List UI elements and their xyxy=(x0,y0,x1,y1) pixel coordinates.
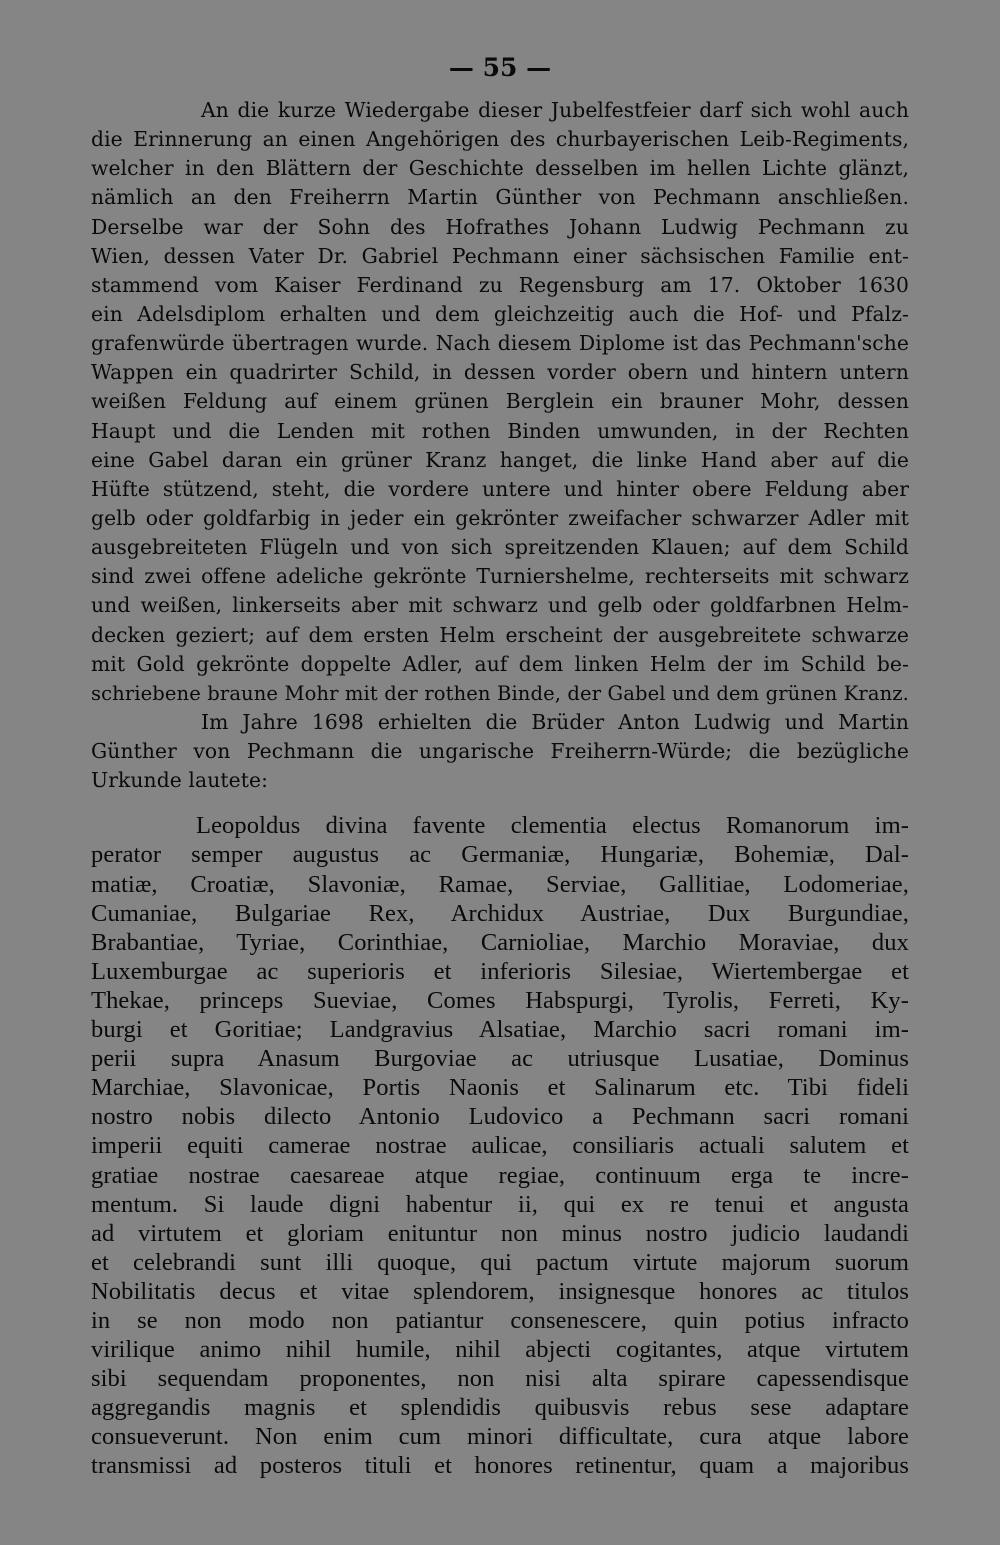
text-line: Nobilitatis decus et vitae splendorem, insignesque honores ac titulos xyxy=(91,1277,909,1305)
text-line: ad virtutem et gloriam enituntur non minus nostro judicio laudandi xyxy=(91,1219,909,1247)
text-line: Wien, dessen Vater Dr. Gabriel Pechmann einer sächsischen Familie ent- xyxy=(91,243,909,268)
text-line: aggregandis magnis et splendidis quibusvis rebus sese adaptare xyxy=(91,1394,909,1422)
text-line: Cumaniae, Bulgariae Rex, Archidux Austriae, Dux Burgundiae, xyxy=(91,899,909,927)
text-line: Haupt und die Lenden mit rothen Binden umwunden, in der Rechten xyxy=(91,418,909,443)
page-number: — 55 — xyxy=(448,53,552,82)
text-line: schriebene braune Mohr mit der rothen Binde, der Gabel und dem grünen Kranz. xyxy=(91,681,909,705)
text-line: eine Gabel daran ein grüner Kranz hanget, die linke Hand aber auf die xyxy=(91,447,909,472)
text-line: welcher in den Blättern der Geschichte desselben im hellen Lichte glänzt, xyxy=(91,156,909,181)
text-line: mit Gold gekrönte doppelte Adler, auf dem linken Helm der im Schild be- xyxy=(91,651,909,676)
text-line: weißen Feldung auf einem grünen Berglein ein brauner Mohr, dessen xyxy=(91,389,909,414)
paragraph-gap xyxy=(91,795,909,811)
text-line: Derselbe war der Sohn des Hofrathes Johann Ludwig Pechmann zu xyxy=(91,214,909,239)
text-line: nostro nobis dilecto Antonio Ludovico a Pechmann sacri romani xyxy=(91,1103,909,1131)
text-line: imperii equiti camerae nostrae aulicae, consiliaris actuali salutem et xyxy=(91,1132,909,1160)
german-paragraph-1 xyxy=(91,96,909,708)
text-line: burgi et Goritiae; Landgravius Alsatiae, Marchio sacri romani im- xyxy=(91,1016,909,1044)
text-line: Luxemburgae ac superioris et inferioris Silesiae, Wiertembergae et xyxy=(91,957,909,985)
text-line: nämlich an den Freiherrn Martin Günther von Pechmann anschließen. xyxy=(91,185,909,210)
text-line: sind zwei offene adeliche gekrönte Turniershelme, rechterseits mit schwarz xyxy=(91,564,909,589)
text-line: consueverunt. Non enim cum minori difficultate, cura atque labore xyxy=(91,1423,909,1451)
text-line: ausgebreiteten Flügeln und von sich spreitzenden Klauen; auf dem Schild xyxy=(91,535,909,560)
text-line: und weißen, linkerseits aber mit schwarz und gelb oder goldfarbnen Helm- xyxy=(91,593,909,618)
text-line: et celebrandi sunt illi quoque, qui pactum virtute majorum suorum xyxy=(91,1248,909,1276)
text-line: Hüfte stützend, steht, die vordere untere und hinter obere Feldung aber xyxy=(91,476,909,501)
text-line: die Erinnerung an einen Angehörigen des churbayerischen Leib-Regiments, xyxy=(91,127,909,152)
text-line: perii supra Anasum Burgoviae ac utriusque Lusatiae, Dominus xyxy=(91,1045,909,1073)
text-line: gratiae nostrae caesareae atque regiae, continuum erga te incre- xyxy=(91,1161,909,1189)
text-line: Im Jahre 1698 erhielten die Brüder Anton Ludwig und Martin xyxy=(201,709,909,734)
text-line: grafenwürde übertragen wurde. Nach diesem Diplome ist das Pechmann'sche xyxy=(91,331,909,356)
text-line: Leopoldus divina favente clementia electus Romanorum im- xyxy=(196,812,909,840)
text-line: ein Adelsdiplom erhalten und dem gleichzeitig auch die Hof- und Pfalz- xyxy=(91,301,909,326)
german-paragraph-2 xyxy=(91,708,909,795)
text-line: sibi sequendam proponentes, non nisi alta spirare capessendisque xyxy=(91,1365,909,1393)
text-line: stammend vom Kaiser Ferdinand zu Regensburg am 17. Oktober 1630 xyxy=(91,272,909,297)
text-line: virilique animo nihil humile, nihil abjecti cogitantes, atque virtutem xyxy=(91,1336,909,1364)
text-line: Thekae, princeps Sueviae, Comes Habspurgi, Tyrolis, Ferreti, Ky- xyxy=(91,986,909,1014)
text-line: An die kurze Wiedergabe dieser Jubelfestfeier darf sich wohl auch xyxy=(201,98,909,122)
text-line: Günther von Pechmann die ungarische Freiherrn-Würde; die bezügliche xyxy=(91,739,909,764)
text-line: Brabantiae, Tyriae, Corinthiae, Carnioliae, Marchio Moraviae, dux xyxy=(91,928,909,956)
text-line: matiæ, Croatiæ, Slavoniæ, Ramae, Serviae, Gallitiae, Lodomeriae, xyxy=(91,870,909,898)
text-line: Wappen ein quadrirter Schild, in dessen vorder obern und hintern untern xyxy=(91,360,909,385)
text-line: Urkunde lautete: xyxy=(91,768,269,793)
text-line: gelb oder goldfarbig in jeder ein gekrönter zweifacher schwarzer Adler mit xyxy=(91,505,909,530)
text-line: decken geziert; auf dem ersten Helm erscheint der ausgebreitete schwarze xyxy=(91,622,909,647)
latin-quotation xyxy=(91,811,909,1480)
text-line: transmissi ad posteros tituli et honores retinentur, quam a majoribus xyxy=(91,1452,909,1480)
text-line: Marchiae, Slavonicae, Portis Naonis et Salinarum etc. Tibi fideli xyxy=(91,1074,909,1102)
book-page xyxy=(91,50,909,1520)
text-line: in se non modo non patiantur consenescere, quin potius infracto xyxy=(91,1306,909,1334)
text-line: perator semper augustus ac Germaniæ, Hungariæ, Bohemiæ, Dal- xyxy=(91,841,909,869)
text-line: mentum. Si laude digni habentur ii, qui ex re tenui et angusta xyxy=(91,1190,909,1218)
